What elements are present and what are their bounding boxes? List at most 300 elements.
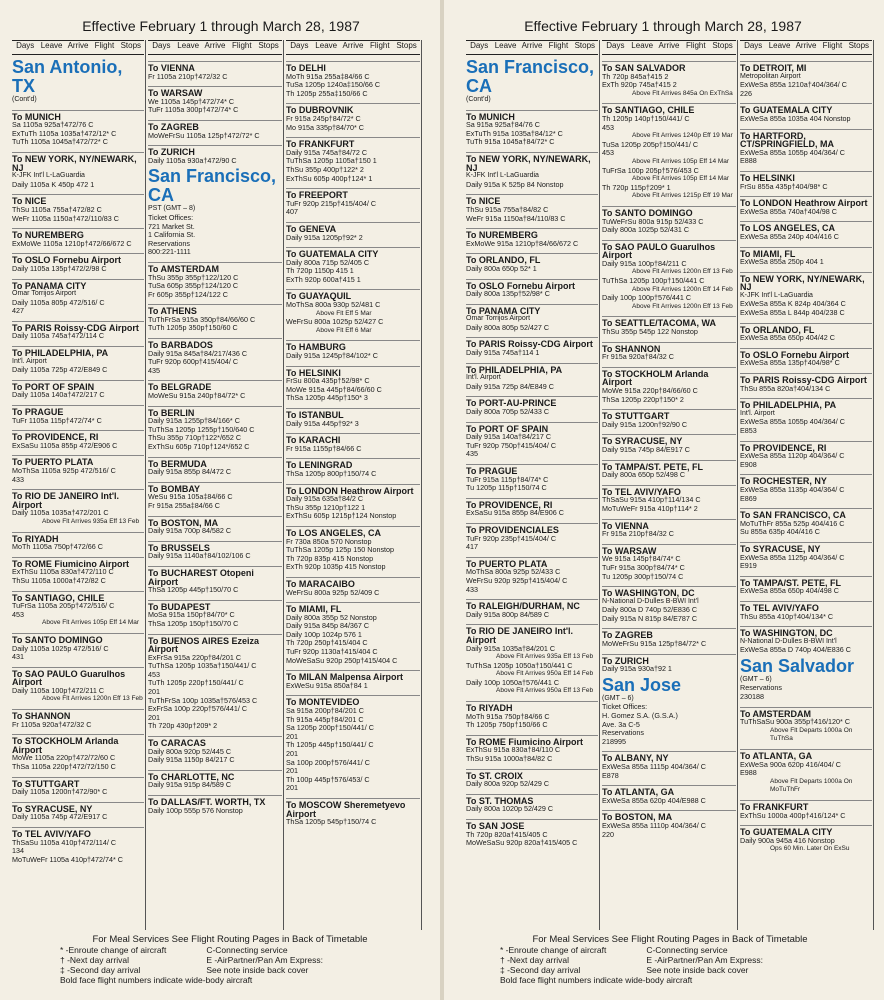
destination-heading: To RIYADH (466, 701, 598, 713)
flight-row: MoTh 915a 750p†84/66 C (466, 711, 550, 721)
flight-row: Daily 1105a 100p†472/211 C (12, 685, 105, 695)
flight-row: Fr 605p 355p†124/122 C (148, 289, 228, 299)
destination-heading: To TAMPA/ST. PETE, FL (602, 460, 736, 472)
flight-row: MoWeFrSu 915a 125p†84/72* C (602, 639, 707, 649)
flight-row: 453 (602, 148, 614, 158)
flight-row: ThSu 355p 545p 122 Nonstop (602, 327, 698, 337)
destination-heading: To NUREMBERG (12, 228, 144, 240)
destination-heading: To PROVIDENCE, RI (12, 430, 144, 442)
flight-row: 201 (148, 687, 160, 697)
flight-row: Daily 915a K 525p 84 Nonstop (466, 179, 564, 189)
destination-heading: To WARSAW (602, 544, 736, 556)
destination-heading: To OSLO Fornebu Airport (740, 348, 872, 360)
flight-row: Daily 900a 945a 416 Nonstop (740, 835, 835, 845)
flight-row: Sa 1205p 200p†150/441/ C (286, 723, 374, 733)
flight-row: Th 720p 250p†415/404 C (286, 638, 368, 648)
flight-note: Above Flt Arrives 935a Eff 13 Feb (496, 653, 594, 661)
office-info: Reservations (148, 238, 190, 248)
destination-heading: To ST. CROIX (466, 769, 598, 781)
flight-row: Daily 1105a 930a†472/90 C (148, 155, 237, 165)
flight-row: MoTuWeFr 915a 410p†114* 2 (602, 503, 698, 513)
destination-heading: To OSLO Fornebu Airport (12, 253, 144, 265)
airport-note: Omar Torrijos Airport (12, 290, 77, 298)
footer-title: For Meal Services See Flight Routing Pages in Back of Timetable (92, 934, 368, 945)
destination-heading: To MOSCOW Sheremetyevo Airport (286, 798, 420, 818)
flight-row: Daily 915a 930a†92 1 (602, 664, 672, 674)
flight-note: Above Flt Arrives 105p Eff 14 Mar (42, 619, 140, 627)
office-info: 230188 (740, 692, 764, 702)
flight-row: ExTh 920p 745a†415 2 (602, 80, 677, 90)
destination-heading: To SHANNON (12, 709, 144, 721)
destination-heading: To RIO DE JANEIRO Int'l. Airport (12, 489, 144, 509)
destination-heading: To SANTO DOMINGO (12, 633, 144, 645)
destination-heading: To MONTEVIDEO (286, 695, 420, 707)
flight-row: ThSa 1205p 800p†150/74 C (286, 468, 377, 478)
destination-heading: To NICE (466, 194, 598, 206)
office-info: Ticket Offices: (148, 212, 194, 222)
flight-row: Fr 915a 1155p†84/66 C (286, 443, 362, 453)
destination-heading: To ATLANTA, GA (740, 749, 872, 761)
destination-heading: To PRAGUE (12, 405, 144, 417)
column-header: Days (290, 41, 309, 50)
flight-row: Fr 1105a 210p†472/32 C (148, 71, 228, 81)
flight-row: Su 855a 635p 404/416 C (740, 527, 820, 537)
column-headers (740, 40, 872, 55)
flight-row: Daily 1105a 725p 472/E849 C (12, 365, 108, 375)
flight-row: Th 915a 445p†84/201 C (286, 714, 364, 724)
destination-heading: To SAN FRANCISCO, CA (740, 508, 872, 520)
flight-row: Th 720p 820a†415/405 C (466, 829, 548, 839)
column-divider (421, 40, 422, 930)
flight-row: ThSa 1205p 220p†150* 2 (602, 394, 684, 404)
destination-heading: To CHARLOTTE, NC (148, 770, 282, 782)
column-header: Leave (315, 41, 338, 50)
column-header: Days (606, 41, 625, 50)
flight-row: ThSu 1105a 1000a†472/82 C (12, 575, 106, 585)
flight-row: TuThSa 1205p 1035a†150/441/ C (148, 661, 257, 671)
destination-heading: To ZURICH (602, 654, 736, 666)
flight-row: TuThSa 1205p 1050a†150/441 C (466, 660, 573, 670)
flight-row: 201 (286, 749, 298, 758)
flight-row: ExThSu 605p 710p†124*/652 C (148, 442, 250, 451)
flight-row: ExFrSa 100p 220p†576/441/ C (148, 704, 248, 714)
flight-row: ThSu 855a 820a†404/134 C (740, 383, 831, 393)
flight-row: TuFrSa 1105a 205p†472/516/ C (12, 601, 115, 611)
flight-row: ThSa 1205p 150p†150/70 C (148, 618, 239, 628)
flight-row: TuFr 920p 1130a†415/404 C (286, 647, 378, 657)
flight-row: E888 (740, 156, 757, 166)
office-info: 1 California St. (148, 230, 196, 240)
column-divider (145, 40, 146, 930)
legend-express: E -AirPartner/Pan Am Express: (646, 955, 763, 965)
destination-heading: To GUATEMALA CITY (740, 103, 872, 115)
destination-heading: To PUERTO PLATA (12, 455, 144, 467)
destination-heading: To BUDAPEST (148, 600, 282, 612)
airport-note: Int'l. Airport (740, 409, 775, 417)
origin-city: San Salvador (740, 655, 855, 676)
flight-row: TuTh 1105a 1045a†472/72* C (12, 137, 108, 147)
flight-row: Daily 915a 845a†84/217/436 C (148, 348, 248, 358)
flight-row: Daily 915a 725p 84/E849 C (466, 381, 554, 391)
flight-note: Above Flt Arrives 950a Eff 13 Feb (496, 687, 594, 695)
column-header: Days (152, 41, 171, 50)
flight-note: Above Flt Eff 5 Mar (316, 309, 372, 317)
flight-row: Fr 915a 245p†84/72* C (286, 113, 361, 123)
flight-row: TuTh 1205p 220p†150/441/ C (148, 678, 244, 688)
flight-row: Daily 1105a 745p 472/E917 C (12, 812, 108, 822)
legend-next-day: † -Next day arrival (60, 955, 129, 965)
flight-row: Daily 800a 920p 52/429 C (466, 779, 550, 789)
destination-heading: To CARACAS (148, 736, 282, 748)
timetable-column (466, 56, 598, 928)
flight-row: Sa 100p 200p†576/441/ C (286, 757, 370, 767)
column-header: Arrive (342, 41, 364, 50)
legend-note: See note inside back cover (206, 965, 309, 975)
flight-row: Fr 915a 920a†84/32 C (602, 352, 674, 362)
flight-row: Sa 915a 200p†84/201 C (286, 706, 364, 716)
flight-row: FrSu 855a 435p†404/98* C (740, 181, 828, 191)
flight-row: Daily 800a 1020p 52/429 C (466, 804, 554, 814)
flight-row: Mo 915a 335p†84/70* C (286, 122, 364, 132)
flight-row: ThSu 355p 355p†122/120 C (148, 272, 239, 282)
column-divider (737, 40, 738, 930)
flight-row: ExWeSa 855a 650p 404/498 C (740, 586, 839, 596)
flight-row: ExThSu 605p 400p†124* 1 (286, 173, 373, 183)
flight-row: TuThSa 1205p 125p 150 Nonstop (286, 545, 395, 555)
flight-row: Daily 915a 1140a†84/102/106 C (148, 551, 251, 561)
page-gutter (440, 0, 444, 1000)
flight-row: ThSa 1205p 545p†150/74 C (286, 817, 377, 827)
flight-row: 427 (12, 306, 24, 316)
flight-row: ThSu 1105a 755a†472/82 C (12, 204, 102, 214)
flight-row: MoThSa 800a 930p 52/481 C (286, 300, 381, 310)
legend-next-day: † -Next day arrival (500, 955, 569, 965)
flight-row: ExWeSa 900a 620p 416/404/ C (740, 759, 841, 769)
flight-row: Daily 915a 140a†84/217 C (466, 432, 552, 442)
origin-city: San Antonio, TX (12, 57, 123, 96)
office-info: 800:221-1111 (148, 247, 191, 257)
flight-row: ThSu 355p 1210p†122 1 (286, 502, 366, 512)
destination-heading: To PORT OF SPAIN (466, 422, 598, 434)
airport-note: Int'l. Airport (12, 357, 47, 365)
office-info: 218995 (602, 736, 626, 746)
flight-row: Daily 1105a 745a†472/114 C (12, 331, 105, 341)
flight-row: Daily 915a 445p†92* 3 (286, 418, 359, 428)
destination-heading: To GUATEMALA CITY (740, 825, 872, 837)
flight-row: ExSaSu 915a 855p 84/E906 C (466, 508, 564, 518)
flight-row: Daily 800a 650p 52* 1 (466, 263, 537, 273)
destination-heading: To HELSINKI (740, 171, 872, 183)
flight-row: ThSu 915a 755a†84/82 C (466, 204, 549, 214)
column-header: Arrive (658, 41, 680, 50)
destination-heading: To SAO PAULO Guarulhos Airport (12, 667, 144, 687)
destination-heading: To TEL AVIV/YAFO (12, 827, 144, 839)
flight-row: ExTuTh 1105a 1035a†472/12* C (12, 128, 117, 138)
flight-row: ExMoWe 1105a 1210p†472/66/672 C (12, 238, 132, 248)
destination-heading: To GENEVA (286, 222, 420, 234)
flight-row: Daily 800a 1025p 52/431 C (602, 225, 690, 235)
flight-row: TuFr 920p 215p†415/404/ C (286, 198, 377, 208)
flight-row: ExSaSu 1105a 855p 472/E906 C (12, 440, 118, 450)
airport-note: Omar Torrijos Airport (466, 315, 531, 323)
flight-row: Sa 915a 925a†84/76 C (466, 120, 540, 130)
column-header: Flight (686, 41, 706, 50)
destination-heading: To MILAN Malpensa Airport (286, 670, 420, 682)
destination-heading: To RIO DE JANEIRO Int'l. Airport (466, 624, 598, 644)
flight-row: 453 (12, 609, 24, 619)
column-header: Flight (370, 41, 390, 50)
destination-heading: To MUNICH (12, 110, 144, 122)
flight-row: ExMoWe 915a 1210p†84/66/672 C (466, 238, 579, 248)
flight-row: Daily 800a 705p 52/433 C (466, 407, 550, 417)
origin-note: PST (GMT – 8) (148, 205, 196, 213)
destination-heading: To PUERTO PLATA (466, 557, 598, 569)
destination-heading: To RALEIGH/DURHAM, NC (466, 599, 598, 611)
destination-heading: To PANAMA CITY (12, 279, 144, 291)
flight-row: MoWe 915a 220p†84/66/60 C (602, 386, 698, 395)
column-header: Stops (574, 41, 596, 50)
flight-row: MoWe 1105a 220p†472/72/60 C (12, 753, 116, 763)
destination-heading: To DELHI (286, 61, 420, 73)
flight-row: TuTh 1205p 350p†150/60 C (148, 323, 238, 333)
flight-row: Daily 800a 805p 52/427 C (466, 322, 550, 332)
flight-row: Daily 800a 715p 52/405 C (286, 257, 370, 267)
column-header: Days (16, 41, 35, 50)
destination-heading: To AMSTERDAM (740, 707, 872, 719)
flight-note: Above Flt Eff 6 Mar (316, 326, 372, 334)
destination-heading: To AMSTERDAM (148, 262, 282, 274)
flight-row: ThSu 355p 710p†122*/652 C (148, 433, 242, 443)
legend-enroute: * -Enroute change of aircraft (500, 945, 607, 955)
flight-row: Daily 915a 1205p†92* 2 (286, 232, 363, 242)
destination-heading: To ISTANBUL (286, 408, 420, 420)
destination-heading: To PHILADELPHIA, PA (466, 363, 598, 375)
flight-row: ExWeSa 855a 240p 404/416 C (740, 231, 839, 241)
column-header: Days (470, 41, 489, 50)
flight-note: Above Flt Arrives 1200n Eff 13 Feb (632, 302, 733, 310)
flight-row: 201 (148, 712, 160, 722)
destination-heading: To BUCHAREST Otopeni Airport (148, 566, 282, 586)
column-header: Arrive (67, 41, 89, 50)
destination-heading: To SANTO DOMINGO (602, 206, 736, 218)
column-header: Stops (848, 41, 870, 50)
flight-row: WeSu 915a 105a‡84/66 C (148, 492, 233, 502)
flight-row: Th 100p 445p†576/453/ C (286, 774, 370, 784)
flight-note: Above Flt Arrives 105p Eff 14 Mar (632, 157, 730, 165)
destination-heading: To PARIS Roissy-CDG Airport (12, 321, 144, 333)
destination-heading: To GUATEMALA CITY (286, 247, 420, 259)
flight-note: Above Flt Arrives 1200n Eff 13 Feb (632, 268, 733, 276)
flight-row: TuFr 920p 600p†415/404/ C (148, 357, 239, 367)
destination-heading: To SANTIAGO, CHILE (12, 591, 144, 603)
destination-heading: To LOS ANGELES, CA (286, 526, 420, 538)
flight-row: ExFrSa 915a 220p†84/201 C (148, 652, 242, 662)
flight-row: TuThSaSu 900a 355p†416/120* C (740, 717, 851, 727)
destination-heading: To LOS ANGELES, CA (740, 221, 872, 233)
flight-row: Daily 915a 700p 84/582 C (148, 526, 232, 536)
destination-heading: To SANTIAGO, CHILE (602, 103, 736, 115)
flight-row: ExTuTh 915a 1035a†84/12* C (466, 128, 563, 138)
destination-heading: To LENINGRAD (286, 458, 420, 470)
flight-row: Daily 800a D 740p 52/E836 C (602, 605, 698, 615)
destination-heading: To ROCHESTER, NY (740, 474, 872, 486)
legend-connecting: C-Connecting service (206, 945, 288, 955)
flight-row: ExWeSa 855a 620p 404/E988 C (602, 795, 706, 805)
legend-bold: Bold face flight numbers indicate wide-body aircraft (500, 975, 693, 985)
flight-row: 453 (602, 122, 614, 132)
destination-heading: To WASHINGTON, DC (602, 586, 736, 598)
flight-row: Daily 915a 1035a†84/201 C (466, 643, 556, 653)
flight-row: MoWeSu 915a 240p†84/72* C (148, 391, 246, 401)
destination-heading: To STUTTGART (12, 777, 144, 789)
destination-heading: To ROME Fiumicino Airport (12, 557, 144, 569)
flight-row: E988 (740, 768, 757, 778)
airport-note: Metropolitan Airport (740, 72, 801, 80)
column-header: Arrive (795, 41, 817, 50)
column-header: Flight (232, 41, 252, 50)
office-info: 721 Market St. (148, 221, 195, 231)
destination-heading: To NICE (12, 194, 144, 206)
timetable-column (286, 56, 420, 928)
flight-row: ExWeSa 855a 135p†404/98* C (740, 358, 840, 368)
flight-row: Daily 915a 1255p†84/166* C (148, 416, 240, 426)
flight-row: Daily 800a 920p 52/445 C (148, 746, 232, 756)
destination-heading: To TEL AVIV/YAFO (602, 485, 736, 497)
flight-note: Above Flt Arrives 935a Eff 13 Feb (42, 517, 140, 525)
flight-row: MoTuThFr 855a 525p 404/416 C (740, 518, 845, 528)
flight-note: Above Flt Departs 1000a On TuThSa (770, 726, 853, 743)
office-info: Reservations (602, 728, 644, 738)
flight-row: TuThFrSa 915a 350p†84/66/60 C (148, 314, 256, 324)
column-header: Leave (40, 41, 63, 50)
flight-row: Daily 915a 745a†114 1 (466, 348, 540, 358)
flight-row: Daily 100p 1024p 576 1 (286, 629, 362, 639)
flight-note: Above Flt Arrives 1200n Eff 13 Feb (42, 695, 143, 703)
destination-heading: To PORT-AU-PRINCE (466, 396, 598, 408)
flight-row: TuThSa 1205p 100p†150/441 C (602, 276, 705, 286)
flight-row: Daily 1105a 1200n†472/90* C (12, 787, 108, 797)
origin-note: (Cont'd) (466, 96, 491, 103)
destination-heading: To STUTTGART (602, 409, 736, 421)
destination-heading: To SHANNON (602, 342, 736, 354)
flight-row: Daily 100p 555p 576 Nonstop (148, 805, 243, 815)
flight-row: Th 720p 430p†209* 2 (148, 721, 218, 731)
origin-city: San Jose (602, 674, 682, 695)
flight-row: 220 (602, 829, 614, 839)
flight-row: Daily 100p 1050a†576/441 C (466, 677, 560, 687)
destination-heading: To BERLIN (148, 406, 282, 418)
flight-row: Daily 800a 650p 52/498 C (602, 470, 686, 480)
flight-row: Daily 100p 100p†576/441 C (602, 293, 692, 303)
flight-row: MoWeFrSu 1105a 125p†472/72* C (148, 130, 260, 140)
destination-heading: To PARIS Roissy-CDG Airport (740, 373, 872, 385)
column-header: Stops (712, 41, 733, 50)
flight-row: ExWeSa 855a 1125p 404/364/ C (740, 552, 845, 562)
flight-row: WeFr 915a 1150a†84/110/83 C (466, 213, 566, 223)
flight-row: Fr 730a 850a 570 Nonstop (286, 536, 372, 546)
flight-row: Daily 1105a 140a†472/217 C (12, 390, 105, 400)
flight-row: TuWeFrSu 800a 915p 52/433 C (602, 216, 704, 226)
column-header: Stops (396, 41, 417, 50)
flight-row: Daily 1105a 135p†472/2/98 C (12, 263, 107, 273)
flight-row: ExWeSa 855a 1035a 404 Nonstop (740, 113, 851, 123)
flight-row: ThSaSu 915a 410p†114/134 C (602, 495, 701, 505)
airport-note: K-JFK Int'l L-LaGuardia (12, 172, 85, 180)
legend-connecting: C-Connecting service (646, 945, 728, 955)
origin-city: San Francisco, CA (148, 166, 277, 206)
timetable-column (602, 56, 736, 928)
destination-heading: To BOSTON, MA (148, 516, 282, 528)
flight-row: ExWeSa 855a 1210a†404/364/ C (740, 80, 847, 90)
flight-row: ExWeSa 855a 1115p 404/364/ C (602, 762, 706, 771)
destination-heading: To ST. THOMAS (466, 794, 598, 806)
flight-row: Th 720p 115p†209* 1 (602, 182, 671, 192)
flight-row: Daily 915a 100p†84/211 C (602, 258, 687, 268)
office-info: H. Gomez S.A. (G.S.A.) (602, 711, 678, 721)
destination-heading: To BOMBAY (148, 482, 282, 494)
flight-note: Ops 60 Min. Later On ExSu (770, 845, 850, 853)
flight-row: Th 1205p 140p†150/441/ C (602, 113, 690, 123)
flight-note: Above Flt Arrives 1240p Eff 19 Mar (632, 132, 733, 140)
flight-row: ExWeSa 855a 1055p 404/364/ C (740, 417, 845, 427)
column-divider (283, 40, 284, 930)
flight-row: Daily 1105a 1025p 472/516/ C (12, 643, 109, 653)
airport-note: N-National D-Dulles B-BWI Int'l (740, 637, 837, 645)
flight-row: ExWeSa 855a 1120p 404/364/ C (740, 451, 845, 461)
flight-row: ThSu 355p 400p†122* 2 (286, 164, 364, 174)
origin-city: San Francisco, CA (466, 57, 595, 96)
flight-row: Daily 800a 355p 52 Nonstop (286, 612, 377, 622)
column-headers (12, 40, 144, 55)
destination-heading: To PROVIDENCE, RI (466, 498, 598, 510)
column-headers (286, 40, 420, 55)
flight-row: Daily 1105a 805p 472/516/ C (12, 297, 105, 307)
flight-row: E869 (740, 493, 757, 503)
flight-row: MoTh 915a 255a‡84/66 C (286, 71, 370, 81)
flight-row: Daily 915a N 815p 84/E787 C (602, 613, 698, 623)
flight-row: ExThSu 1105a 830a†472/110 C (12, 567, 114, 577)
flight-row: TuSa 1205p 205p†150/441/ C (602, 139, 699, 149)
timetable-column (12, 56, 144, 928)
destination-heading: To PANAMA CITY (466, 304, 598, 316)
legend-express: E -AirPartner/Pan Am Express: (206, 955, 323, 965)
flight-row: TuFr 915a 115p†84/74* C (466, 474, 549, 484)
flight-row: TuFr 1105a 300p†472/74* C (148, 105, 239, 115)
destination-heading: To LONDON Heathrow Airport (740, 196, 872, 208)
flight-row: Daily 1105a K 450p 472 1 (12, 179, 95, 189)
flight-row: Daily 915a 1245p†84/102* C (286, 351, 378, 361)
destination-heading: To ZAGREB (148, 120, 282, 132)
destination-heading: To LONDON Heathrow Airport (286, 484, 420, 496)
flight-row: MoTh 1105a 750p†472/66 C (12, 542, 103, 552)
flight-note: Above Flt Departs 1000a On MoTuThFr (770, 777, 853, 794)
destination-heading: To PROVIDENCIALES (466, 523, 598, 535)
column-header: Flight (94, 41, 115, 50)
flight-row: 407 (286, 207, 298, 217)
flight-row: E919 (740, 561, 757, 571)
destination-heading: To BELGRADE (148, 380, 282, 392)
flight-row: Daily 915a 745a†84/72 C (286, 147, 368, 157)
flight-row: 417 (466, 542, 478, 552)
flight-row: TuFr 920p 235p†415/404/ C (466, 533, 557, 543)
flight-row: Tu 1205p 115p†150/74 C (466, 483, 547, 493)
column-header: Leave (177, 41, 200, 50)
flight-row: We 1105a 145p†472/74* C (148, 96, 235, 106)
flight-row: ExWeSa 855a 1055p 404/364/ C (740, 147, 845, 157)
column-headers (148, 40, 282, 55)
legend-enroute: * -Enroute change of aircraft (60, 945, 167, 955)
flight-row: ThSa 1105a 220p†472/72/150 C (12, 762, 116, 772)
